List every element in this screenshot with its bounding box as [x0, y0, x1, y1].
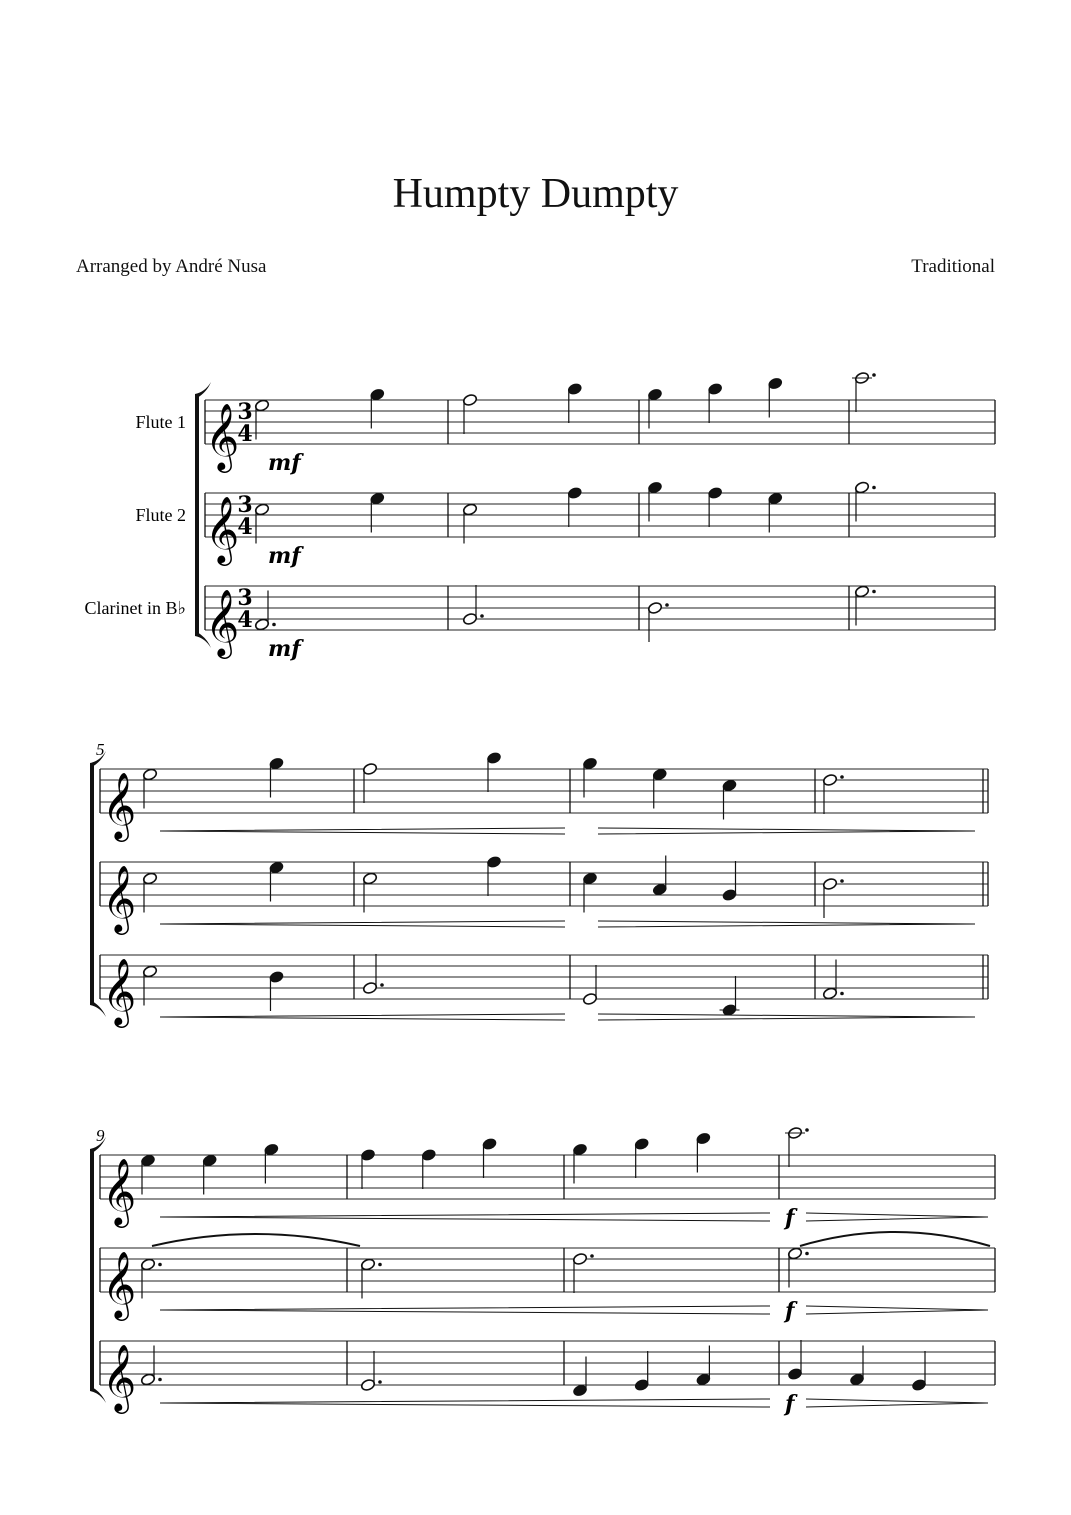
tie [152, 1234, 360, 1246]
dynamic-mf: mf [268, 636, 301, 662]
treble-clef-icon: 𝄞 [102, 1157, 137, 1225]
augmentation-dot [840, 992, 844, 996]
treble-clef-icon: 𝄞 [102, 864, 137, 932]
treble-clef-icon: 𝄞 [102, 771, 137, 839]
page-title: Humpty Dumpty [392, 171, 679, 217]
instrument-label: Flute 1 [135, 412, 186, 432]
treble-clef-icon: 𝄞 [205, 402, 240, 470]
crescendo-hairpin [160, 1306, 770, 1314]
treble-clef-icon: 𝄞 [205, 495, 240, 563]
time-signature-top: 3 [237, 399, 253, 425]
dynamic-f: f [785, 1298, 795, 1324]
decrescendo-hairpin [806, 1306, 988, 1314]
system-bracket [90, 763, 94, 1005]
dynamic-f: f [785, 1205, 795, 1231]
augmentation-dot [158, 1263, 162, 1267]
augmentation-dot [158, 1378, 162, 1382]
augmentation-dot [872, 373, 876, 377]
decrescendo-hairpin [806, 1399, 988, 1407]
augmentation-dot [872, 590, 876, 594]
augmentation-dot [378, 1380, 382, 1384]
instrument-label: Clarinet in B♭ [84, 598, 186, 618]
time-signature-bottom: 4 [237, 607, 253, 633]
crescendo-hairpin [160, 1213, 770, 1221]
dynamic-mf: mf [268, 543, 301, 569]
treble-clef-icon: 𝄞 [102, 957, 137, 1025]
time-signature-top: 3 [237, 585, 253, 611]
time-signature-bottom: 4 [237, 421, 253, 447]
composer-credit: Traditional [911, 256, 995, 277]
crescendo-hairpin [160, 1014, 565, 1020]
augmentation-dot [805, 1252, 809, 1256]
system-bracket [90, 1149, 94, 1391]
augmentation-dot [872, 486, 876, 490]
augmentation-dot [378, 1263, 382, 1267]
decrescendo-hairpin [598, 921, 975, 927]
augmentation-dot [665, 603, 669, 607]
crescendo-hairpin [160, 921, 565, 927]
augmentation-dot [840, 879, 844, 883]
augmentation-dot [805, 1128, 809, 1132]
arranger-credit: Arranged by André Nusa [76, 256, 267, 277]
dynamic-f: f [785, 1391, 795, 1417]
measure-number: 5 [96, 740, 105, 759]
dynamic-mf: mf [268, 450, 301, 476]
time-signature-top: 3 [237, 492, 253, 518]
augmentation-dot [272, 623, 276, 627]
treble-clef-icon: 𝄞 [102, 1250, 137, 1318]
decrescendo-hairpin [598, 828, 975, 834]
augmentation-dot [590, 1254, 594, 1258]
tie [800, 1232, 990, 1246]
crescendo-hairpin [160, 1399, 770, 1407]
measure-number: 9 [96, 1126, 105, 1145]
augmentation-dot [480, 614, 484, 618]
system-bracket [195, 394, 199, 636]
crescendo-hairpin [160, 828, 565, 834]
treble-clef-icon: 𝄞 [102, 1343, 137, 1411]
augmentation-dot [380, 983, 384, 987]
augmentation-dot [840, 775, 844, 779]
decrescendo-hairpin [806, 1213, 988, 1221]
treble-clef-icon: 𝄞 [205, 588, 240, 656]
instrument-label: Flute 2 [135, 505, 186, 525]
decrescendo-hairpin [598, 1014, 975, 1020]
time-signature-bottom: 4 [237, 514, 253, 540]
bracket-top-hook [195, 382, 211, 398]
